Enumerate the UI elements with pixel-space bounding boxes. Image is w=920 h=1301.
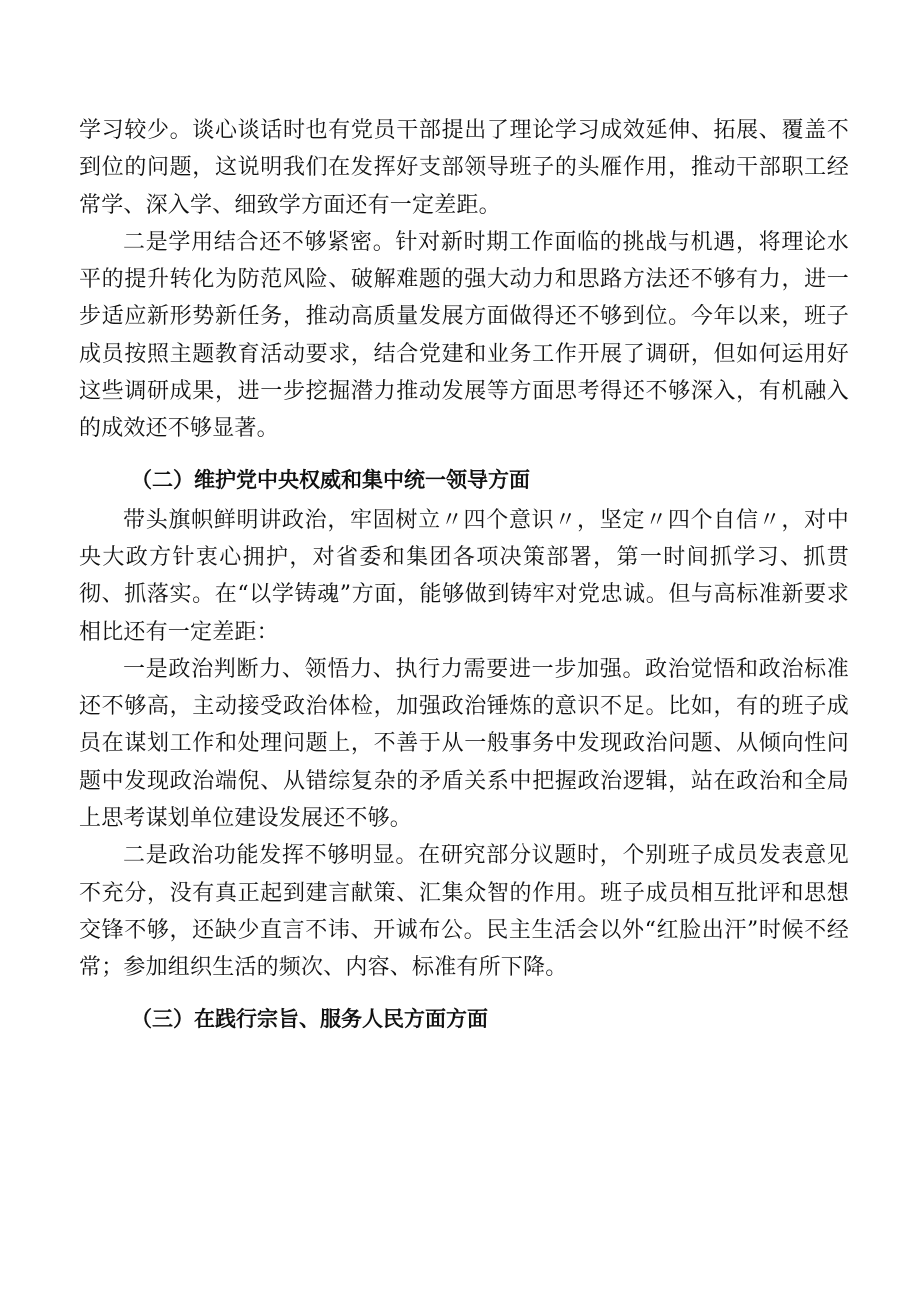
section-heading-3: （三）在践行宗旨、服务人民方面方面 — [131, 1006, 488, 1031]
paragraph-political-stance: 带头旗帜鲜明讲政治，牢固树立〃四个意识〃，坚定〃四个自信〃，对中央大政方针衷心拥护，对省委和集团各项决策部署，第一时间抓学习、抓贯彻、抓落实。在“以学铸魂”方面，能够做到铸牢对党忠诚。但与高标准新要求相比还有一定差距： — [79, 507, 849, 645]
paragraph-study-application: 二是学用结合还不够紧密。针对新时期工作面临的挑战与机遇，将理论水平的提升转化为防范风险、破解难题的强大动力和思路方法还不够有力，进一步适应新形势新任务，推动高质量发展方面做得还不够到位。今年以来，班子成员按照主题教育活动要求，结合党建和业务工作开展了调研，但如何运用好这些调研成果，进一步挖掘潜力推动发展等方面思考得还不够深入，有机融入的成效还不够显著。 — [79, 229, 849, 442]
paragraph-political-judgment: 一是政治判断力、领悟力、执行力需要进一步加强。政治觉悟和政治标准还不够高，主动接受政治体检，加强政治锤炼的意识不足。比如，有的班子成员在谋划工作和处理问题上，不善于从一般事务中发现政治问题、从倾向性问题中发现政治端倪、从错综复杂的矛盾关系中把握政治逻辑，站在政治和全局上思考谋划单位建设发展还不够。 — [79, 656, 849, 832]
section-heading-2: （二）维护党中央权威和集中统一领导方面 — [131, 467, 530, 492]
paragraph-continuation: 学习较少。谈心谈话时也有党员干部提出了理论学习成效延伸、拓展、覆盖不到位的问题，这说明我们在发挥好支部领导班子的头雁作用，推动干部职工经常学、深入学、细致学方面还有一定差距。 — [79, 118, 849, 218]
paragraph-political-function: 二是政治功能发挥不够明显。在研究部分议题时，个别班子成员发表意见不充分，没有真正起到建言献策、汇集众智的作用。班子成员相互批评和思想交锋不够，还缺少直言不讳、开诚布公。民主生活会以外“红脸出汗”时候不经常；参加组织生活的频次、内容、标准有所下降。 — [79, 843, 849, 981]
document-body — [79, 112, 849, 1041]
